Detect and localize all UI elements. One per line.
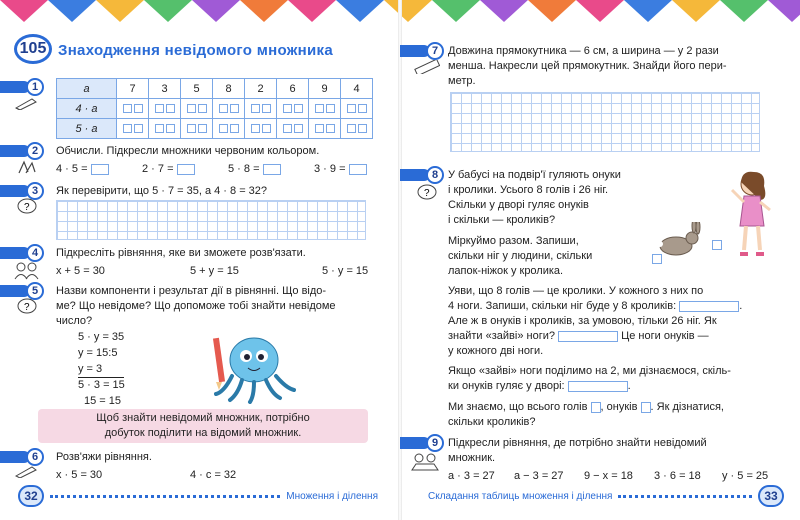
- lesson-title: Знаходження невідомого множника: [58, 42, 333, 59]
- task-9-marker: [400, 434, 444, 452]
- page-number: 32: [18, 485, 44, 507]
- task-8-text-line: Міркуймо разом. Запиши,: [448, 235, 579, 247]
- answer-cell[interactable]: [245, 99, 277, 119]
- task-8-text-line: у кожного дві ноги.: [448, 345, 544, 357]
- task-4-eq: 5 + y = 15: [190, 265, 239, 277]
- task-9-eq: 9 − x = 18: [584, 470, 633, 482]
- table-value: 3: [149, 79, 181, 99]
- task-number: 8: [426, 166, 444, 184]
- task-8-text-line: і скільки — кроликів?: [448, 214, 556, 226]
- table-row: [57, 79, 373, 99]
- answer-cell[interactable]: [309, 119, 341, 139]
- task-6-text: Розв'яжи рівняння.: [56, 451, 152, 463]
- task-6-eq: 4 · c = 32: [190, 469, 237, 481]
- answer-box[interactable]: [641, 402, 651, 413]
- task-8-text-line: У бабусі на подвір'ї гуляють онуки: [448, 169, 621, 181]
- table-row: [57, 119, 373, 139]
- answer-cell[interactable]: [341, 99, 373, 119]
- answer-cell[interactable]: [181, 119, 213, 139]
- table-row: [57, 99, 373, 119]
- question-bubble-icon: [16, 298, 38, 316]
- task-2-expr: 4 · 5 =: [56, 162, 109, 177]
- solution-line: 15 = 15: [84, 395, 122, 407]
- task-number: 5: [26, 282, 44, 300]
- left-footer: [18, 487, 378, 505]
- two-kids-icon: [14, 262, 40, 280]
- task-8-text-line: знайти «зайві» ноги? Це ноги онуків —: [448, 330, 709, 342]
- answer-cell[interactable]: [149, 119, 181, 139]
- answer-cell[interactable]: [117, 119, 149, 139]
- task-number: 4: [26, 244, 44, 262]
- answer-box[interactable]: [679, 301, 739, 312]
- task-8-text-line: ки онуків гуляє у дворі: .: [448, 380, 631, 392]
- pencil-icon: [14, 464, 38, 478]
- answer-box[interactable]: [568, 381, 628, 392]
- rabbit-icon: [646, 222, 706, 258]
- answer-cell[interactable]: [245, 119, 277, 139]
- task-9-eq: a · 3 = 27: [448, 470, 495, 482]
- solution-line: y = 3: [78, 362, 124, 378]
- task-7-marker: [400, 42, 444, 60]
- task-4-text: Підкресліть рівняння, яке ви зможете розв'язати.: [56, 247, 306, 259]
- task-2-expr: 5 · 8 =: [228, 162, 281, 177]
- task-number: 7: [426, 42, 444, 60]
- answer-cell[interactable]: [149, 99, 181, 119]
- task-1-table: [56, 78, 373, 139]
- girl-illustration-icon: [730, 170, 776, 260]
- task-number: 6: [26, 448, 44, 466]
- answer-box[interactable]: [349, 164, 367, 175]
- table-header-a: a: [57, 79, 117, 99]
- answer-box[interactable]: [91, 164, 109, 175]
- task-8-text-line: Уяви, що 8 голів — це кролики. У кожного з них по: [448, 285, 704, 297]
- table-value: 8: [213, 79, 245, 99]
- task-number: 3: [26, 182, 44, 200]
- task-3-text: Як перевірити, що 5 · 7 = 35, а 4 · 8 = 32?: [56, 185, 268, 197]
- footer-section: Множення і ділення: [286, 490, 378, 502]
- table-row-label: 5 · a: [57, 119, 117, 139]
- task-5-text-line: Назви компоненти і результат дії в рівнянні. Що відо-: [56, 285, 327, 297]
- hands-icon: [16, 158, 38, 176]
- task-8-marker: [400, 166, 444, 184]
- question-bubble-icon: [416, 184, 438, 202]
- answer-box[interactable]: [263, 164, 281, 175]
- task-1-marker: [0, 78, 44, 96]
- footer-section: Складання таблиць множення і ділення: [428, 490, 613, 502]
- kids-reading-icon: [410, 452, 440, 472]
- lesson-number: 105: [14, 34, 52, 64]
- task-2-expr: 2 · 7 =: [142, 162, 195, 177]
- task-9-text-line: Підкресли рівняння, де потрібно знайти невідомий: [448, 437, 707, 449]
- answer-box[interactable]: [712, 240, 722, 250]
- task-number: 2: [26, 142, 44, 160]
- task-5-text-line: число?: [56, 315, 93, 327]
- table-value: 4: [341, 79, 373, 99]
- task-3-grid-area[interactable]: [56, 200, 366, 240]
- svg-text:?: ?: [424, 188, 430, 199]
- task-8-text-line: лапок-ніжок у кролика.: [448, 265, 564, 277]
- task-7-text-line: менша. Накресли цей прямокутник. Знайди його пери-: [448, 60, 727, 72]
- solution-line: 5 · 3 = 15: [78, 379, 125, 391]
- task-5-text-line: ме? Що невідоме? Що допоможе тобі знайти невідоме: [56, 300, 336, 312]
- task-6-eq: x · 5 = 30: [56, 469, 103, 481]
- answer-cell[interactable]: [213, 99, 245, 119]
- svg-text:?: ?: [24, 202, 30, 213]
- task-9-eq: y · 5 = 25: [722, 470, 769, 482]
- answer-cell[interactable]: [277, 119, 309, 139]
- task-4-eq: 5 · y = 15: [322, 265, 369, 277]
- task-8-text-line: скільки ніг у людини, скільки: [448, 250, 593, 262]
- answer-box[interactable]: [652, 254, 662, 264]
- answer-box[interactable]: [558, 331, 618, 342]
- svg-text:?: ?: [24, 302, 30, 313]
- task-4-eq: x + 5 = 30: [56, 265, 105, 277]
- task-7-text-line: Довжина прямокутника — 6 см, а ширина — у 2 рази: [448, 45, 719, 57]
- task-8-text-line: 4 ноги. Запиши, скільки ніг буде у 8 кроликів: .: [448, 300, 743, 312]
- task-8-text-line: Але ж в онуків і кроликів, за умовою, тільки 26 ніг. Як: [448, 315, 717, 327]
- octopus-mascot-icon: [206, 332, 298, 404]
- answer-box[interactable]: [591, 402, 601, 413]
- task-7-grid-area[interactable]: [450, 92, 760, 152]
- task-8-text-line: і кролики. Усього 8 голів і 26 ніг.: [448, 184, 609, 196]
- right-page: [400, 0, 800, 520]
- task-8-text-line: Скільки у дворі гуляє онуків: [448, 199, 589, 211]
- page-number: 33: [758, 485, 784, 507]
- rule-box: [38, 409, 368, 443]
- answer-cell[interactable]: [181, 99, 213, 119]
- task-9-eq: a − 3 = 27: [514, 470, 564, 482]
- answer-cell[interactable]: [341, 119, 373, 139]
- pencil-icon: [14, 96, 38, 110]
- task-9-text-line: множник.: [448, 452, 496, 464]
- solution-line: y = 15:5: [78, 347, 118, 359]
- task-4-marker: [0, 244, 44, 262]
- solution-line: 5 · y = 35: [78, 331, 125, 343]
- table-value: 2: [245, 79, 277, 99]
- answer-cell[interactable]: [213, 119, 245, 139]
- answer-cell[interactable]: [277, 99, 309, 119]
- ruler-icon: [414, 60, 440, 74]
- task-2-text: Обчисли. Підкресли множники червоним кольором.: [56, 145, 320, 157]
- table-value: 5: [181, 79, 213, 99]
- answer-cell[interactable]: [117, 99, 149, 119]
- table-value: 7: [117, 79, 149, 99]
- task-8-text-line: Якщо «зайві» ноги поділимо на 2, ми дізнаємося, скіль-: [448, 365, 731, 377]
- task-7-text-line: метр.: [448, 75, 476, 87]
- task-number: 9: [426, 434, 444, 452]
- task-8-text-line: Ми знаємо, що всього голів , онуків . Як дізнатися,: [448, 401, 724, 413]
- answer-box[interactable]: [177, 164, 195, 175]
- task-9-eq: 3 · 6 = 18: [654, 470, 701, 482]
- table-row-label: 4 · a: [57, 99, 117, 119]
- right-footer: [428, 487, 784, 505]
- table-value: 9: [309, 79, 341, 99]
- task-8-text-line: скільки кроликів?: [448, 416, 536, 428]
- task-2-expr: 3 · 9 =: [314, 162, 367, 177]
- table-value: 6: [277, 79, 309, 99]
- rule-line: добуток поділити на відомий множник.: [104, 427, 302, 439]
- rule-line: Щоб знайти невідомий множник, потрібно: [96, 412, 310, 424]
- question-bubble-icon: [16, 198, 38, 216]
- task-number: 1: [26, 78, 44, 96]
- answer-cell[interactable]: [309, 99, 341, 119]
